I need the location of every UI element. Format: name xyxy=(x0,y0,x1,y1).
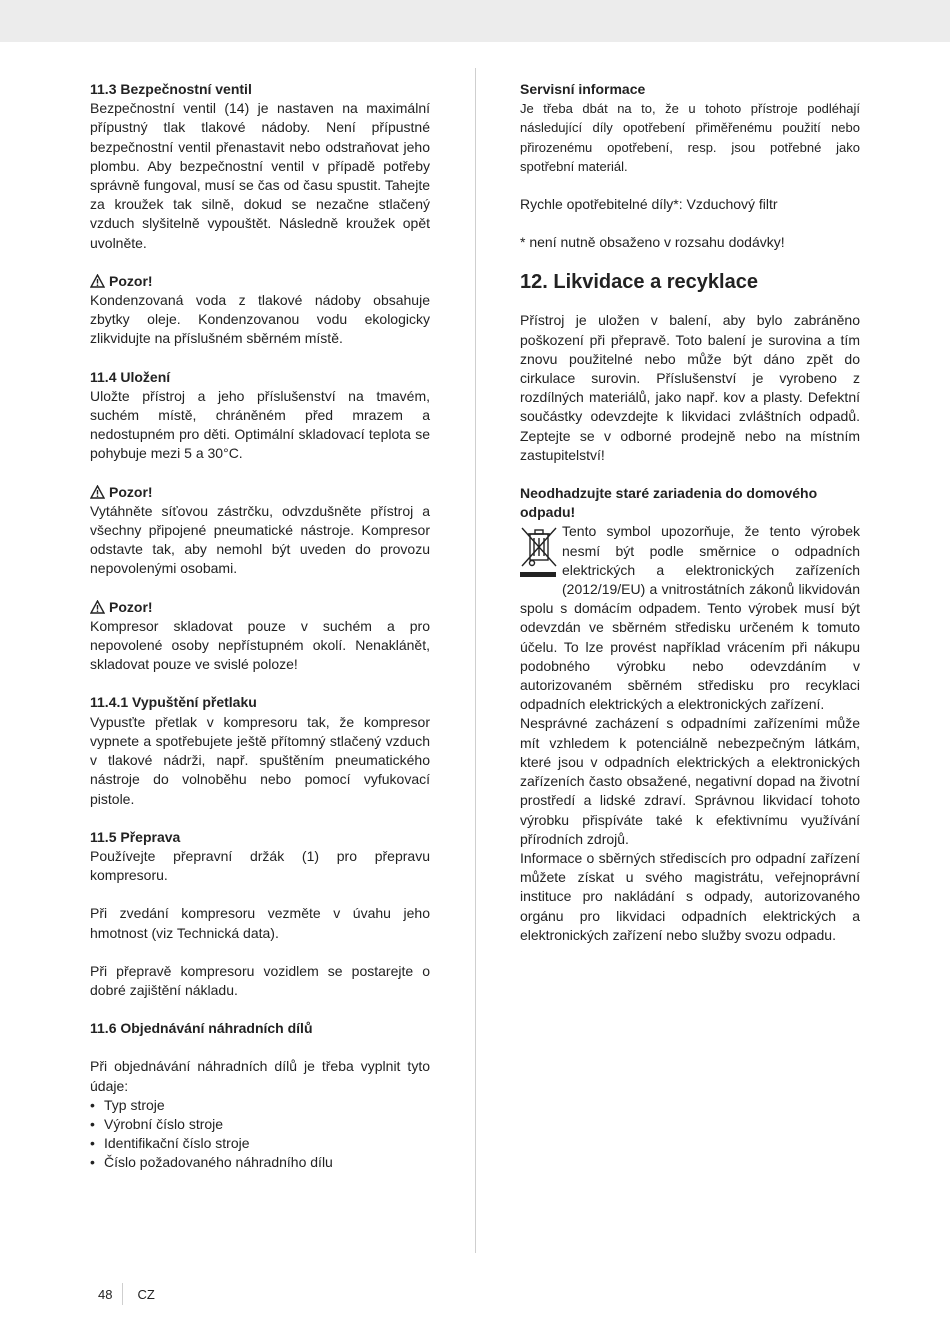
crossed-bin-icon xyxy=(520,524,558,580)
section-11-5-p2: Při zvedání kompresoru vezměte v úvahu jeho hmotnost (viz Technická data). xyxy=(90,905,430,941)
top-bar xyxy=(0,0,950,42)
left-column xyxy=(90,80,430,1173)
section-11-4-1-body: Vypusťte přetlak v kompresoru tak, že kompresor vypnete a spotřebujete ještě přítomný stlačený vzduch v tlakové nádrži, např. spuštěním pneumatického nástroje do volnoběhu nebo pomocí vyfukovací pistole. xyxy=(90,713,430,807)
warning-2-title: Pozor! xyxy=(109,483,153,500)
section-11-5-p1: Používejte přepravní držák (1) pro přepravu kompresoru. xyxy=(90,847,430,884)
section-11-6-title: 11.6 Objednávání náhradních dílů xyxy=(90,1020,313,1037)
warning-1-body: Kondenzovaná voda z tlakové nádoby obsahuje zbytky oleje. Kondenzovanou vodu ekologicky zlikvidujte na příslušném sběrném místě. xyxy=(90,292,430,347)
warning-3-title: Pozor! xyxy=(109,598,153,615)
warning-2-body: Vytáhněte síťovou zástrčku, odvzdušněte přístroj a všechny připojené pneumatické nástroje. Kompresor odstavte tak, aby nemohl být uveden do provozu nepovolenými osobami. xyxy=(90,502,430,577)
list-item: • Identifikační číslo stroje xyxy=(90,1134,430,1153)
warning-triangle-icon xyxy=(90,485,105,499)
delivery-note: * není nutně obsaženo v rozsahu dodávky! xyxy=(520,234,785,251)
section-11-5-p3: Při přepravě kompresoru vozidlem se postarejte o dobré zajištění nákladu. xyxy=(90,962,430,998)
warning-triangle-icon xyxy=(90,600,105,614)
section-11-4-1-title: 11.4.1 Vypuštění přetlaku xyxy=(90,694,257,711)
section-12-body: Přístroj je uložen v balení, aby bylo zabráněno poškození při přepravě. Toto balení je surovina a tím znovu použitelné nebo může být dáno zpět do cirkulace surovin. Příslušenství je vyrobeno z rozdílných materiálů, jako např. kov a plasty. Defektní součástky odevzdejte k likvidaci zvláštních odpadů. Zeptejte se v odborné prodejně nebo na místním zastupitelství! xyxy=(520,312,860,463)
warning-3-heading xyxy=(90,598,430,617)
list-item: • Číslo požadovaného náhradního dílu xyxy=(90,1153,430,1172)
column-divider xyxy=(475,68,476,1253)
weee-p1: Tento symbol upozorňuje, že tento výrobek nesmí být podle směrnice o odpadních elektrických a elektronických zařízeních (2012/19/EU) a vnitrostátních zákonů likvidován spolu s domácím odpadem. Tento výrobek musí být odevzdán ve sběrném středisku určeném k tomuto účelu. To lze provést například vrácením při nákupu podobného výrobku nebo odevzdáním v autorizovaném sběrném středisku pro recyklaci odpadních elektrických a elektronických zařízení. xyxy=(520,523,860,713)
footer-separator xyxy=(122,1283,123,1305)
weee-p3: Informace o sběrných střediscích pro odpadní zařízení můžete získat u svého magistrátu, veřejnoprávní instituce pro nakládání s odpady, autorizovaného orgánu pro likvidaci odpadních elektrických a elektronických zařízení nebo služby svozu odpadu. xyxy=(520,849,860,943)
weee-title: Neodhadzujte staré zariadenia do domového odpadu! xyxy=(520,485,818,521)
weee-block xyxy=(520,522,860,714)
service-info-title: Servisní informace xyxy=(520,81,646,97)
warning-3-body: Kompresor skladovat pouze v suchém a pro nepovolené osoby nepřístupném okolí. Nenaklánět, skladovat pouze ve svislé poloze! xyxy=(90,617,430,673)
weee-p2: Nesprávné zacházení s odpadními zařízeními může mít vzhledem k potenciálně nebezpečným látkám, které jsou v odpadních elektrických a elektronických zařízeních často obsažené, negativní dopad na životní prostředí a lidské zdraví. Správnou likvidací tohoto výrobku přispíváte také k efektivnímu využívání přírodních zdrojů. xyxy=(520,715,860,847)
section-11-6-intro: Při objednávání náhradních dílů je třeba vyplnit tyto údaje: xyxy=(90,1058,430,1094)
section-11-4-body: Uložte přístroj a jeho příslušenství na tmavém, suchém místě, chráněném před mrazem a nedostupném pro děti. Optimální skladovací teplota se pohybuje mezi 5 a 30°C. xyxy=(90,387,430,462)
section-12-title: 12. Likvidace a recyklace xyxy=(520,271,758,294)
service-info-body: Je třeba dbát na to, že u tohoto přístroje podléhají následující díly opotřebení přiměřenému použití nebo přirozenému opotřebení, resp. jsou potřebné jako spotřební materiál. xyxy=(520,101,860,174)
section-11-3-body: Bezpečnostní ventil (14) je nastaven na maximální přípustný tlak tlakové nádoby. Není přípustné bezpečnostní ventil přenastavit nebo odstraňovat jeho plombu. Aby bezpečnostní ventil v případě potřeby správně fungoval, musí se čas od času spustit. Tahejte za kroužek tak silně, dokud se nezačne stlačený vzduch slyšitelně vypouštět. Následně kroužek opět uvolněte. xyxy=(90,100,430,251)
page-number: 48 xyxy=(98,1286,113,1302)
warning-1-title: Pozor! xyxy=(109,272,153,289)
list-item: • Typ stroje xyxy=(90,1096,430,1115)
section-11-4-title: 11.4 Uložení xyxy=(90,368,171,385)
spare-parts-list xyxy=(90,1096,430,1173)
warning-triangle-icon xyxy=(90,274,105,288)
list-item: • Výrobní číslo stroje xyxy=(90,1115,430,1134)
page-footer xyxy=(98,1283,155,1305)
warning-2-heading xyxy=(90,483,430,502)
section-11-3-title: 11.3 Bezpečnostní ventil xyxy=(90,81,252,97)
section-11-5-title: 11.5 Přeprava xyxy=(90,828,181,845)
warning-1-heading xyxy=(90,272,430,291)
wear-parts: Rychle opotřebitelné díly*: Vzduchový filtr xyxy=(520,196,778,213)
language-code: CZ xyxy=(137,1286,155,1302)
right-column xyxy=(520,80,860,945)
